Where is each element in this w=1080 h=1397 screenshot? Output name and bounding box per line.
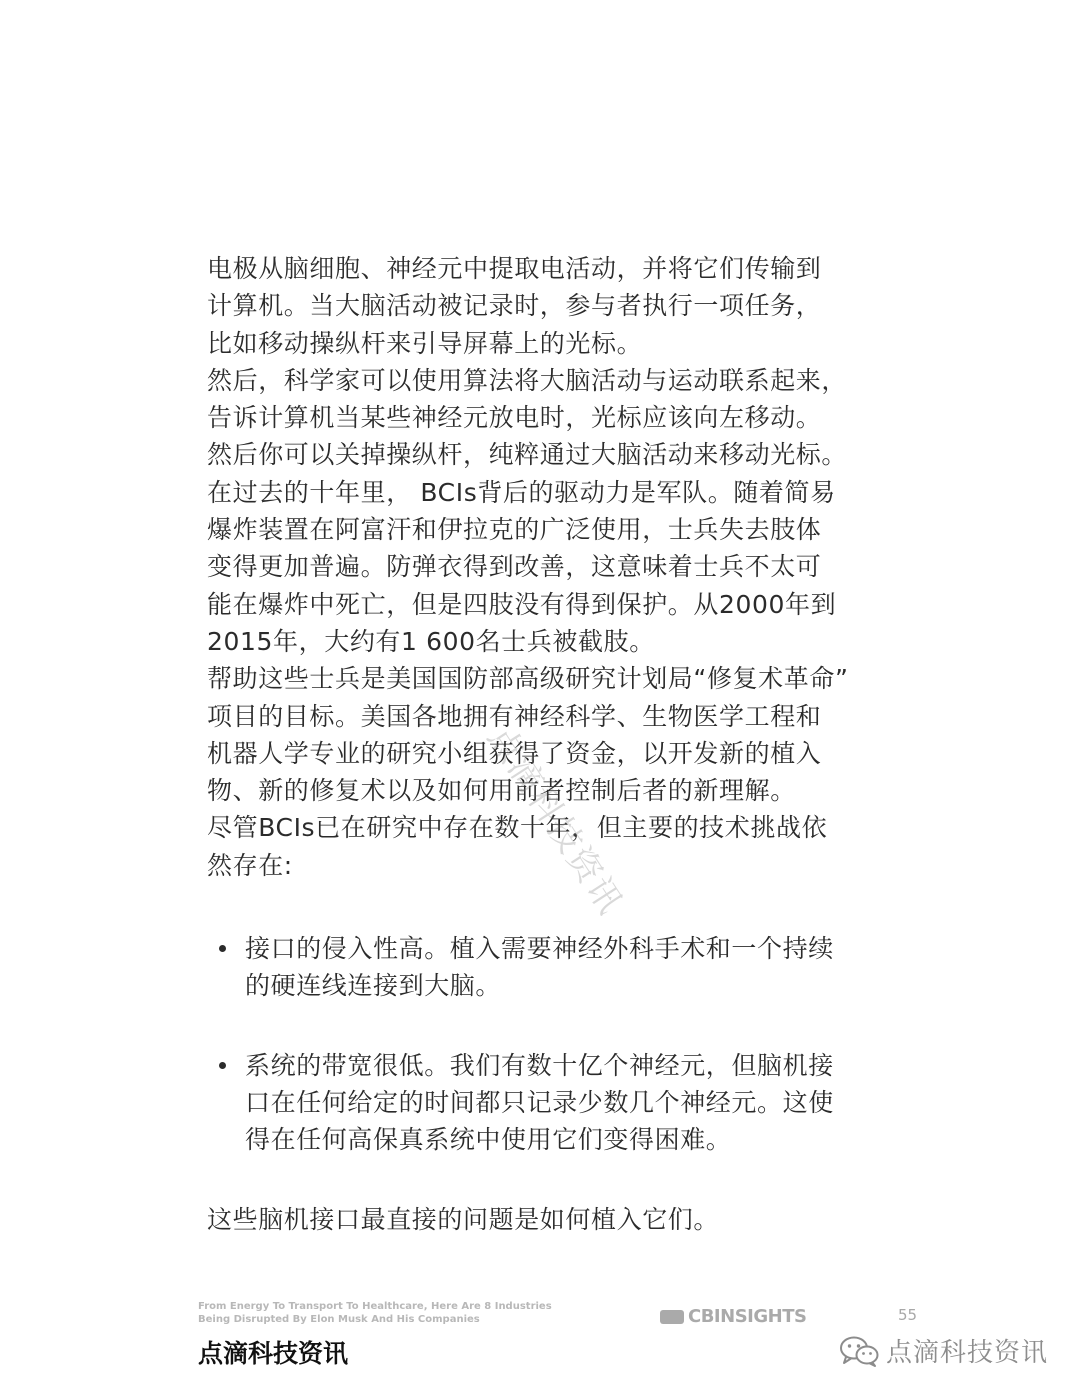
bullet-dot-icon bbox=[219, 1062, 226, 1069]
text-line: 帮助这些士兵是美国国防部高级研究计划局“修复术革命” bbox=[207, 664, 849, 694]
text-line: 电极从脑细胞、神经元中提取电活动，并将它们传输到 bbox=[207, 254, 822, 283]
text-line: 变得更加普遍。防弹衣得到改善，这意味着士兵不太可 bbox=[207, 552, 822, 582]
text-line: 比如移动操纵杆来引导屏幕上的光标。 bbox=[207, 328, 643, 358]
text-line: 2015年，大约有1 600名士兵被截肢。 bbox=[207, 626, 655, 656]
text-line: 系统的带宽很低。我们有数十亿个神经元，但脑机接 bbox=[245, 1050, 834, 1080]
paragraph bbox=[207, 474, 837, 660]
text-line: 的硬连线连接到大脑。 bbox=[245, 971, 502, 1001]
wechat-account-mark bbox=[838, 1332, 1048, 1369]
list-item bbox=[207, 930, 837, 1005]
brand-name-overlay: 点滴科技资讯 bbox=[886, 1338, 1049, 1368]
brand-name: 点滴科技资讯 bbox=[198, 1339, 349, 1368]
text-line: 机器人学专业的研究小组获得了资金，以开发新的植入 bbox=[207, 738, 822, 768]
text-line: 在过去的十年里， BCIs背后的驱动力是军队。随着简易 bbox=[207, 477, 836, 507]
wechat-icon bbox=[838, 1335, 880, 1367]
report-caption bbox=[198, 1300, 552, 1326]
text-line: 物、新的修复术以及如何用前者控制后者的新理解。 bbox=[207, 776, 796, 806]
text-line: 得在任何高保真系统中使用它们变得困难。 bbox=[245, 1125, 732, 1155]
paragraph bbox=[207, 809, 837, 884]
text-line: 计算机。当大脑活动被记录时，参与者执行一项任务， bbox=[207, 291, 822, 321]
bullet-dot-icon bbox=[219, 945, 226, 952]
text-line: 口在任何给定的时间都只记录少数几个神经元。这使 bbox=[245, 1087, 834, 1117]
challenge-list bbox=[207, 930, 837, 1158]
text-line: 然后你可以关掉操纵杆，纯粹通过大脑活动来移动光标。 bbox=[207, 440, 848, 470]
document-body bbox=[207, 250, 849, 1238]
text-line: 项目的目标。美国各地拥有神经科学、生物医学工程和 bbox=[207, 701, 822, 731]
watermark: 点滴科技资讯 bbox=[479, 719, 631, 923]
caption-line: Being Disrupted By Elon Musk And His Companies bbox=[198, 1314, 480, 1325]
text-line: 告诉计算机当某些神经元放电时，光标应该向左移动。 bbox=[207, 403, 822, 433]
list-item bbox=[207, 1047, 837, 1159]
text-line: 能在爆炸中死亡，但是四肢没有得到保护。从2000年到 bbox=[207, 589, 837, 619]
text-line: 爆炸装置在阿富汗和伊拉克的广泛使用，士兵失去肢体 bbox=[207, 515, 822, 545]
page-number: 55 bbox=[898, 1306, 918, 1324]
closing-paragraph bbox=[207, 1201, 837, 1238]
text-line: 这些脑机接口最直接的问题是如何植入它们。 bbox=[207, 1204, 720, 1234]
caption-line: From Energy To Transport To Healthcare, Here Are 8 Industries bbox=[198, 1301, 552, 1312]
logo-text: CBINSIGHTS bbox=[688, 1306, 807, 1327]
cbinsights-logo bbox=[660, 1306, 806, 1327]
text-line: 尽管BCIs已在研究中存在数十年，但主要的技术挑战依 bbox=[207, 813, 828, 843]
text-line: 接口的侵入性高。植入需要神经外科手术和一个持续 bbox=[245, 934, 834, 964]
text-line: 然后，科学家可以使用算法将大脑活动与运动联系起来， bbox=[207, 365, 848, 395]
paragraph bbox=[207, 660, 849, 809]
cbinsights-mark-icon bbox=[660, 1310, 684, 1324]
paragraph bbox=[207, 362, 848, 474]
text-line: 然存在: bbox=[207, 850, 293, 880]
paragraph bbox=[207, 250, 837, 362]
